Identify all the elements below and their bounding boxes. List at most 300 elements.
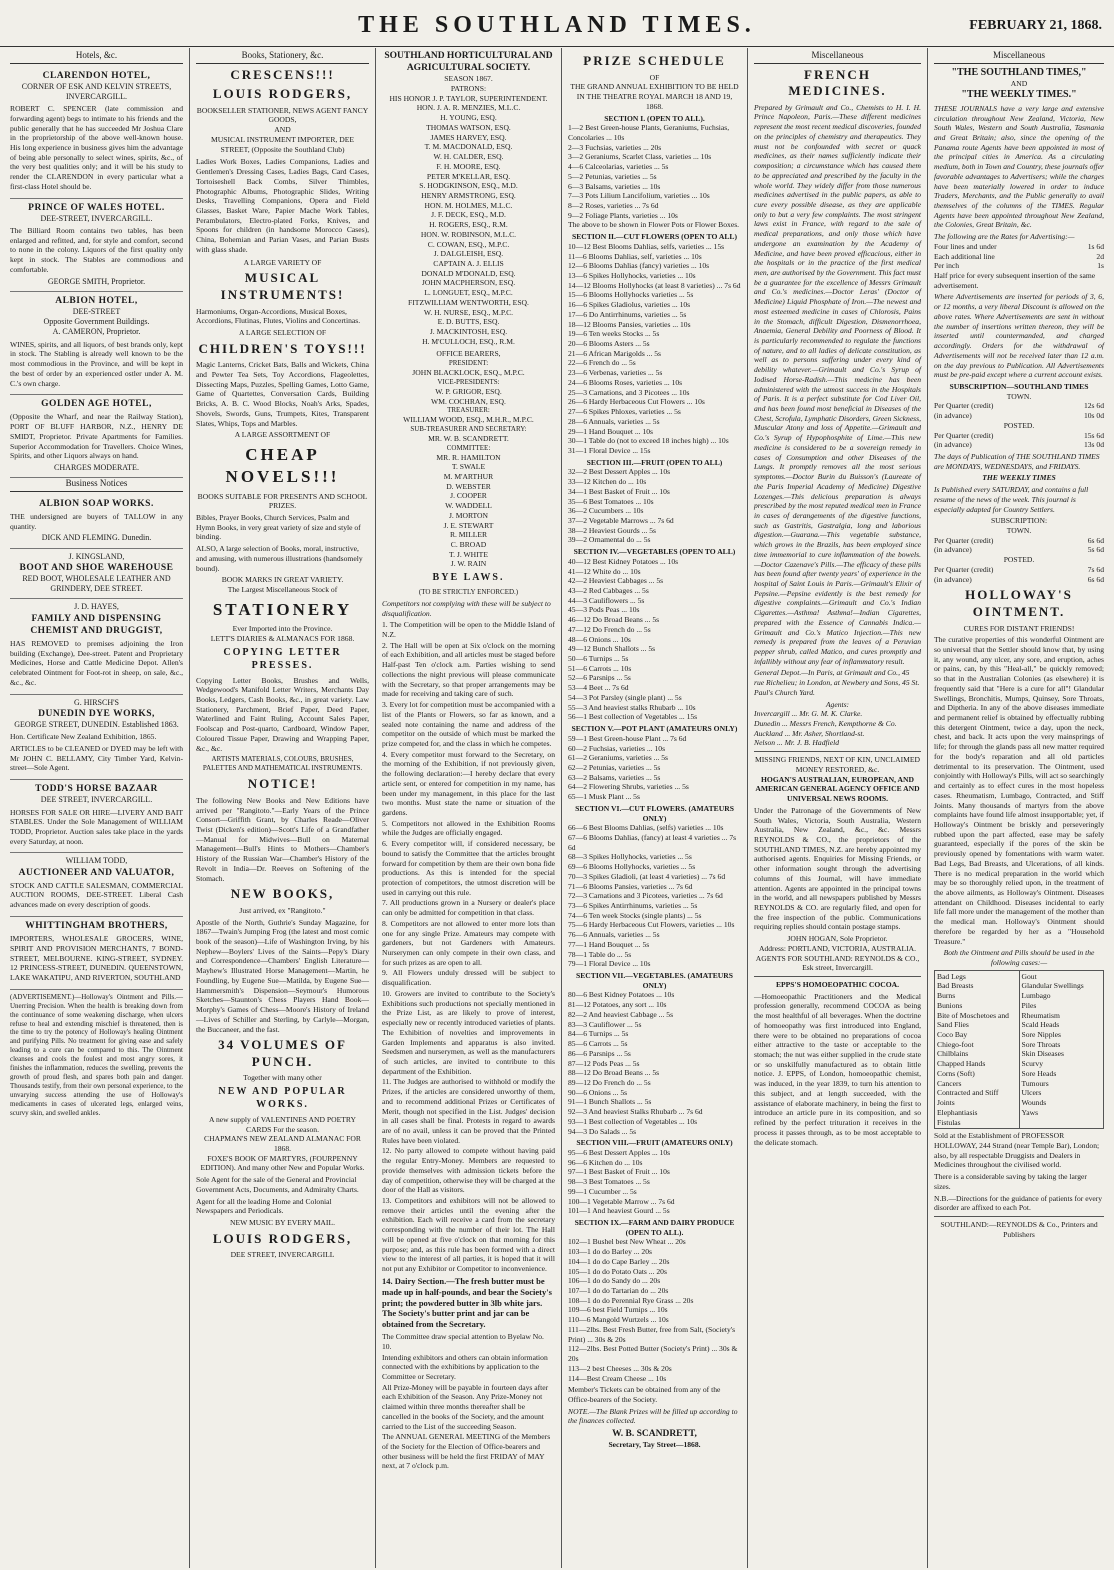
both-line: Both the Ointment and Pills should be used in the following cases:— [943, 948, 1095, 968]
ad-title: BOOT AND SHOE WAREHOUSE [19, 562, 174, 573]
novels-intro: A LARGE ASSORTMENT OF [234, 430, 331, 440]
epps-title: EPPS'S HOMOEOPATHIC COCOA. [775, 980, 900, 990]
letts-line: LETT'S DIARIES & ALMANACS FOR 1868. [210, 634, 355, 644]
prize-item: 87—12 Pods Peas ... 5s [568, 1058, 640, 1068]
prize-item: 10—12 Best Blooms Dahlias, selfs, varieties ... 15s [568, 241, 725, 251]
ad-hayes-chemist [10, 599, 183, 694]
rules-list [382, 620, 555, 1273]
committee-item: J. W. RAIN [450, 559, 487, 569]
holloway-title: HOLLOWAY'S OINTMENT. [965, 587, 1073, 619]
column-prize-schedule [562, 48, 748, 1568]
agent-item: Auckland ... Mr. Asher, Shortland-st. [754, 728, 865, 738]
footer-name: LOUIS RODGERS, [212, 1230, 353, 1246]
prize-item: 12—6 Blooms Dahlias (fancy) varieties ... 10s [568, 261, 710, 271]
ad-body: HORSES FOR SALE OR HIRE—LIVERY AND BAIT STABLES. Under the Sole Management of WILLIAM TODD, Proprietor. Auction sales take place in the yards every Saturday, at noon. [10, 807, 183, 846]
prize-item: 89—12 Do French do ... 5s [568, 1077, 651, 1087]
prize-item: 88—12 Do Broad Beans ... 5s [568, 1068, 660, 1078]
notice-body: The following New Books and New Editions have arrived per "Rangitoto."—Early Years of the Prince Consort—Griffith Grant, by Charles Reade—Oliver Twist (Dicken's edition)—Scott's Life of a Grandfather—Manual for Midwives—Bull on Maternal Management—Bull's Hints to Mothers—Chamber's History of the Russian War—Chamber's History of the Revolt in India—Dr. Reeves on Softening of the Stomach. [196, 795, 369, 883]
ad-body: STOCK AND CATTLE SALESMAN, COMMERCIAL AUCTION ROOMS, DEE-STREET. Liberal Cash advances made on every description of goods. [10, 880, 183, 910]
artists-line: ARTISTS MATERIALS, COLOURS, BRUSHES, PALETTES AND MATHEMATICAL INSTRUMENTS. [202, 755, 363, 773]
rate-value: 2d [1096, 251, 1104, 261]
rate-label: Four lines and under [934, 241, 997, 251]
prize-item: 66—6 Best Blooms Dahlias, (selfs) varieties ... 10s [568, 823, 724, 833]
prize-item: 8—2 Roses, varieties ... 7s 6d [568, 200, 659, 210]
prize-item: 39—2 Ornamental do ... 5s [568, 535, 651, 545]
french-medicines-title: FRENCH MEDICINES. [788, 66, 887, 99]
musical-heading: MUSICAL INSTRUMENTS! [220, 270, 345, 302]
rule-item: 11. The Judges are authorised to withhold or modify the Prizes, if the articles are considered unworthy of them, and to recommend additional Prizes or Certificates of Merit, though not specified in the List. Judges' decision in all cases shall be final. Protests in regard to awards are of no avail, unless it can be proved that the Printed Rules have been violated. [382, 1077, 555, 1145]
rate-label: Half price for every subsequent insertion of the same advertisement. [934, 271, 1096, 290]
prize-sections [568, 114, 741, 1384]
posted2-label: POSTED. [1003, 555, 1035, 565]
newspaper-title: THE SOUTHLAND TIMES. [358, 12, 756, 38]
ad-title: FAMILY AND DISPENSING CHEMIST AND DRUGGIST, [30, 613, 163, 636]
patron-item: J. DALGLEISH, ESQ. [433, 249, 504, 259]
prize-item: 41—12 White do ... 10s [568, 566, 641, 576]
ad-albion-soap-works [10, 495, 183, 549]
section-title: SECTION VIII.—FRUIT (AMATEURS ONLY) [576, 1138, 733, 1148]
case-item: Cancers [937, 1078, 962, 1088]
case-item: Coco Bay [937, 1030, 968, 1040]
blank-prizes-note: NOTE.—The Blank Prizes will be filled up according to the finances collected. [568, 1406, 738, 1426]
case-item: Scald Heads [1021, 1020, 1060, 1030]
prize-item: 17—6 Do Antirrhinums, varieties ... 5s [568, 309, 687, 319]
prize-item: 106—1 do do Sandy do ... 20s [568, 1276, 661, 1286]
toys-body: Magic Lanterns, Cricket Bats, Balls and Wickets, China and Pewter Tea Sets, Toy Accordions, Flageolettes, Dissecting Maps, Puzzles, Spelling Games, Lotto Game, Game of Quartettes, Conversation Cards, Building Bricks, A. B. C. Wood Blocks, Noah's Arks, Spades, Shovels, Swords, Guns, Trumpets, Kites, Transparent Slates, Whips, Tops and Marbles. [196, 360, 369, 428]
ad-body: RED BOOT, WHOLESALE LEATHER AND GRINDERY, DEE STREET. [22, 574, 171, 594]
prize-item: 71—6 Blooms Pansies, varieties ... 7s 6d [568, 881, 693, 891]
ad-charges: CHARGES MODERATE. [54, 463, 139, 473]
copying-body: Copying Letter Books, Brushes and Wells, Wedgewood's Manifold Letter Writers, Merchants Day Books, Ledgers, Cash Books, &c., in great variety. Law Stationery, Parchment, Brief Paper, Deed Paper, Waterlined and Faint Ruling, Account Sales Paper, Foolscap and Post-quarto, Cardboard, Window Paper, Coloured Tissue Paper, Drawing and Wrapping Paper, &c., &c. [196, 675, 369, 753]
ad-title: AUCTIONEER AND VALUATOR, [18, 867, 175, 878]
prize-item: 102—1 Bushel best New Wheat ... 20s [568, 1237, 686, 1247]
novels-heading: CHEAP NOVELS!!! [225, 445, 340, 486]
rate-row [934, 565, 1104, 575]
case-item: Chilblains [937, 1049, 969, 1059]
popular-intro: Together with many other [243, 1073, 322, 1083]
case-item: Sore Throats [1021, 1039, 1061, 1049]
section-header-books: Books, Stationery, &c. [196, 50, 369, 64]
prize-item: 80—6 Best Kidney Potatoes ... 10s [568, 990, 675, 1000]
patron-item: FITZWILLIAM WENTWORTH, ESQ. [408, 297, 529, 307]
rate-label: Per inch [934, 261, 960, 271]
ad-name: G. HIRSCH'S [73, 697, 119, 707]
crescens-heading: CRESCENS!!! [230, 66, 335, 82]
patron-item: E. D. BUTTS, ESQ. [437, 317, 500, 327]
prize-item: 22—6 French do ... 5s [568, 358, 636, 368]
section-title: SECTION I. (OPEN TO ALL). [604, 113, 705, 123]
prize-item: 68—3 Spikes Hollyhocks, varieties ... 5s [568, 852, 692, 862]
section-title: SECTION V.—POT PLANT (AMATEURS ONLY) [571, 724, 738, 734]
rate-label: Per Quarter (credit) [934, 401, 994, 411]
patron-item: T. M. MACDONALD, ESQ. [424, 142, 513, 152]
ad-certificate: Hon. Certificate New Zealand Exhibition, 1865. [10, 732, 157, 742]
prize-item: The above to be shown in Flower Pots or Flower Boxes. [568, 220, 740, 230]
weekly-body: Is Published every SATURDAY, and contains a full resume of the news of the week. This journal is especially adapted for Country Settlers. [934, 485, 1089, 514]
bookmarks-line: BOOK MARKS IN GREAT VARIETY. [221, 575, 344, 585]
prize-item: 65—1 Musk Plant ... 5s [568, 792, 640, 802]
musical-body: Harmoniums, Organ-Accordions, Musical Boxes, Accordions, Flutinas, Flutes, Violins and Concertinas. [196, 306, 361, 326]
prize-item: 91—1 Bunch Shallots ... 5s [568, 1097, 652, 1107]
prize-item: 86—6 Parsnips ... 5s [568, 1048, 631, 1058]
hogan-body: Under the Patronage of the Governments of New South Wales, Victoria, South Australia, Western Australia, New Zealand, &c., &c. Messrs REYNOLDS & CO., the proprietors of the SOUTHLAND TIMES, N.Z. are hereby appointed my authorised agents. Enquiries for Missing Friends, or other information sought through the advertising columns of this Journal, will have immediate attention. Agents are appointed in the principal towns in the world, and all newspapers published by Messrs REYNOLDS & CO. are regularly filed, and open for the free inspection of the public. Communications requiring replies should contain postage stamps. [754, 805, 921, 932]
ad-prince-of-wales-hotel [10, 199, 183, 292]
and-label: AND [274, 125, 291, 135]
ad-signature: DICK AND FLEMING. Dunedin. [41, 533, 152, 543]
prize-item: 111—2lbs. Best Fresh Butter, free from Salt, (Society's Print) ... 30s & 20s [568, 1324, 736, 1344]
rodgers-importer: MUSICAL INSTRUMENT IMPORTER, DEE STREET, (Opposite the Southland Club) [211, 134, 354, 154]
rate-value: 5s 6d [1087, 545, 1104, 555]
ad-kingsland [10, 549, 183, 600]
treasurer: WILLIAM WOOD, ESQ., M.H.R., M.P.C. [403, 415, 534, 425]
prize-item: 110—6 Mangold Wurtzels ... 10s [568, 1315, 669, 1325]
prize-item: 59—1 Best Green-house Plant ... 7s 6d [568, 733, 687, 743]
ad-body: WINES, spirits, and all liquors, of best brands only, kept in stock. The Stabling is already well known to be the most commodious in the Province, and will be kept in the best of order by an experienced ostler under A. M. C.'s own charge. [10, 339, 183, 388]
prize-item: 24—6 Blooms Roses, varieties ... 10s [568, 377, 683, 387]
ad-name: J. KINGSLAND, [68, 551, 125, 561]
prize-item: 72—3 Carnations and 3 Picotees, varieties ... 7s 6d [568, 891, 723, 901]
rate-value: 15s 6d [1083, 430, 1104, 440]
ad-title: ALBION SOAP WORKS. [39, 498, 154, 509]
times-title: "THE SOUTHLAND TIMES," [951, 66, 1087, 78]
bibles-line: Bibles, Prayer Books, Church Services, Psalm and Hymn Books, in very great variety of size and style of binding. [196, 512, 361, 542]
prize-item: 7—3 Pots Lilium Lancifolium, varieties ... 10s [568, 191, 710, 201]
committee-label: COMMITTEE: [446, 443, 491, 452]
prize-item: 2—3 Fuchsias, varieties ... 20s [568, 142, 662, 152]
ad-todd-auctioneer [10, 853, 183, 917]
weekly-times-title: "THE WEEKLY TIMES." [961, 89, 1077, 101]
prize-item: 78—1 Table do ... 5s [568, 949, 632, 959]
case-item: Corns (Soft) [937, 1068, 975, 1078]
section-title: SECTION IX.—FARM AND DAIRY PRODUCE (OPEN TO ALL). [574, 1218, 735, 1237]
committee-item: T. J. WHITE [449, 549, 488, 559]
cases-left [935, 971, 1020, 1129]
committee-item: M. M'ARTHUR [443, 471, 494, 481]
prize-item: 97—1 Best Basket of Fruit ... 10s [568, 1167, 670, 1177]
case-item: Bad Breasts [937, 981, 974, 991]
arrived-line: Just arrived, ex "Rangitoto." [239, 905, 326, 915]
goods-list: Ladies Work Boxes, Ladies Companions, Ladies and Gentlemen's Dressing Cases, Ladies Bags, Card Cases, Tortoiseshell Back Combs, Silver Thimbles, Photographic Albums, Photographic Slides, Writing Desks, Travelling Companions, Opera and Field Glasses, Basket Ware, Papier Mache Work Tables, Perambulators, Electro-plated Forks, Knives, and Spoons for children (in handsome Morocco Cases), China, Bohemian and Parian Vases, and Parian Busts with glass shade. [196, 157, 369, 254]
patron-item: W. H. CALDER, ESQ. [433, 152, 504, 162]
and-label: AND [1010, 79, 1028, 89]
foxe-line: FOXE'S BOOK OF MARTYRS, (FOURPENNY EDITION). And many other New and Popular Works. [200, 1153, 365, 1173]
prize-item: 51—6 Carrots ... 10s [568, 663, 632, 673]
newbooks-heading: NEW BOOKS, [230, 886, 335, 902]
annual-meeting-note: The ANNUAL GENERAL MEETING of the Members of the Society for the Election of Office-bearers and other business will be held the first FRIDAY of MAY next, at 7 o'clock p.m. [382, 1432, 551, 1471]
prize-item: 81—12 Potatoes, any sort ... 10s [568, 1000, 667, 1010]
case-item: Ulcers [1021, 1088, 1042, 1098]
french-medicines-body: Prepared by Grimault and Co., Chemists to H. I. H. Prince Napoleon, Paris.—These different medicines represent the most recent medical discoveries, founded on the principles of chemistry and therapeutics. They must not be confounded with secret or quack medicines, as their names sufficiently indicate their composition; a circumstance which has caused them to be appreciated and prescribed by the faculty in the whole world. They widely differ from those numerous medicines advertised in the public papers, as able to cure every possible disease, as they are applicable only to but a very few complaints. The most stringent laws exist in France, with regard to the sale of medical preparations, and only those which have undergone an examination by the Academy of Medicine, and have been proved efficacious, either in the hospitals or in the practice of the first medical men, are authorised by the Government. This fact must be a guarantee for the excellence of Messrs Grimault and Co.'s medicines.—Doctor Leras' (Doctor of Medicine) Liquid Phosphate of Iron.—The newest and most esteemed medicine in cases of Chlorosis, Pains in the Stomach, difficult Digestion, Dismenorrhoea, Anaemia, General Debility and Poorness of Blood. It is particularly recommended to regulate the functions of nature, and to all ladies of delicate constitution, as well as to persons suffering under every kind of debility whatever.—Grimault and Co.'s Syrup of Iodised Horse-Radish.—This medicine has been administered with the utmost success in the Hospitals of Paris. It is a perfect substitute for Cod Liver Oil, and has been found most beneficial in Diseases of the Chest, Scrofula, Lymphatic Disorders, Green Sickness, Muscular Atony and loss of Appetite.—Grimault and Co.'s Syrup of Hypophosphite of Lime.—This new medicine is considered to be a sovereign remedy in cases of Consumption and other Diseases of the Lungs. It promptly removes all the most serious symptoms.—Doctor Burin du Buisson's (Laureate of the Paris Imperial Academy of Medicine) Digestive Lozenges.—This delicious preparation is always prescribed by the most reputed medical men in France in cases of derangements of the digestive functions, such as Gastritis, Gastralgia, long and laborious digestion.—Guarana.—This vegetable substance, which grows in the Brazils, has been employed since time immemorial to cure inflammation of the bowels.—Doctor Cazenave's Pills.—The efficacy of these pills has been found after twenty years' of experience in the hospital of Saint Louis in Paris.—Grimault's Elixir of Pepsine.—Pepsine evidently is the best remedy for digestive complaints.—Grimault and Co.'s Indian Cigarettes.—Asthma! Asthma!—Indian Cigarettes, prepared with the Essence of Cannabis Indica.—Grimault and Co.'s Matico Injection.—This new remedy is prepared from the leaves of a Peruvian pepper shrub, called Matico, and cures promptly and infallibly without any fear of inflammatory result. [754, 102, 921, 666]
case-item: Lumbago [1021, 991, 1051, 1001]
case-item: Bunions [937, 1000, 963, 1010]
prize-item: 99—1 Cucumber ... 5s [568, 1186, 637, 1196]
prize-item: 26—6 Hardy Herbaceous Cut Flowers ... 10s [568, 397, 705, 407]
rule-item: 12. No party allowed to compete without having paid the regular Entry-Money. Members are requested to provide themselves with admission tickets before the day of competition, otherwise they will be charged at the door of the Hall as visitors. [382, 1146, 555, 1195]
case-item: Yaws [1021, 1107, 1039, 1117]
rate-row [934, 431, 1104, 441]
rates-intro: The following are the Rates for Advertising:— [934, 232, 1075, 242]
cases-right [1020, 971, 1104, 1129]
rate-label: Per Quarter (credit) [934, 564, 994, 574]
divider [934, 1216, 1104, 1217]
prize-item: 113—2 best Cheeses ... 30s & 20s [568, 1363, 672, 1373]
prize-item: 30—1 Table do (not to exceed 18 inches high) ... 10s [568, 436, 729, 446]
prize-item: 56—1 Best collection of Vegetables ... 15s [568, 712, 698, 722]
case-item: Glandular Swellings [1021, 981, 1084, 991]
prize-item: 37—2 Vegetable Marrows ... 7s 6d [568, 515, 674, 525]
column-hotels [4, 48, 190, 1568]
prize-item: 82—2 And heaviest Cabbage ... 5s [568, 1009, 674, 1019]
rate-row [934, 440, 1104, 450]
rate-value: 1s [1097, 261, 1104, 271]
rate-row [934, 271, 1104, 290]
nb-line: N.B.—Directions for the guidance of patients for every disorder are affixed to each Pot. [934, 1193, 1103, 1213]
ad-subtitle: Opposite Government Buildings. [43, 317, 150, 327]
prize-item: 90—6 Onions ... 5s [568, 1087, 628, 1097]
prize-item: 70—3 Spikes Gladioli, (at least 4 varieties) ... 7s 6d [568, 871, 726, 881]
ad-title: DUNEDIN DYE WORKS, [38, 708, 155, 719]
section-title: SECTION II.—CUT FLOWERS (OPEN TO ALL) [572, 232, 737, 242]
journals-body: THESE JOURNALS have a very large and extensive circulation throughout New Zealand, Victoria, New South Wales, Western and South Australia, Tasmania and Great Britain; also, since the opening of the Panama route Agents have been appointed in most of the principal cities in America. As a circulating medium, both in Town and Country, these journals offer favorable advantages to Advertisers; while the charges have been materially lowered in order to induce Traders, Merchants, and the Public generally to avail themselves of the columns of the TIMES. Regular Agents have been appointed throughout New Zealand, the Colonies, Great Britain, &c. [934, 103, 1104, 230]
committee-item: J. MORTON [448, 510, 489, 520]
rate-value: 1s 6d [1087, 241, 1104, 251]
prize-item: 77—1 Hand Bouquet ... 5s [568, 939, 650, 949]
case-item: Wounds [1021, 1098, 1047, 1108]
society-title: SOUTHLAND HORTICULTURAL AND AGRICULTURAL SOCIETY. [384, 51, 553, 74]
posted-rates [934, 431, 1104, 450]
holloway-body: The curative properties of this wonderful Ointment are so universal that the Settler should know that, by using it, any wound, any ulcer, any sore, and eruption, aches or pains, can, by this "Heal-all," be quickly removed; so that in the Australian Colonies (as elsewhere) it is frequently said that "Here is a cure for all"! Glandular Swellings, Bronchitis, Mumps, Quinsey, Sore Throats, and Diptheria. In any of the above diseases immediate and permanent relief is obtained by effectually rubbing this detergent Ointment, twice a day, upon the neck, chest, and back. It acts upon the very mainsprings of life; for through the glands pass all new matter required for the body's reparation and all old particles detrimental to its preservation. The Ointment, used conjointly with Holloway's Pills, will act so searchingly and certainly as to effect cures in the most hopeless cases. Rheumatism, Lumbago, Contracted, and Stiff Joints. Many thousands of martyrs from the above complaints have found life almost insupportable; yet, if Holloway's Ointment be briskly and perseveringly rubbed upon the part affected, ease may be safely guaranteed, especially if the pores of the skin be previously opened by fomentations with warm water. Bad Legs, Bad Breasts, and Ulcerations, of all kinds. There is no medical preparation in the world which may be so thoroughly relied upon, in the treatment of the above ailments, as Holloway's Ointment. Diseases attendant on Childhood. Diseases incidental to early life fall more under the management of the mother than the medical man. Holloway's Ointment should therefore be regarded by her as a "Household Treasure." [934, 635, 1104, 946]
section-header-business: Business Notices [10, 478, 183, 492]
ad-golden-age-hotel [10, 395, 183, 478]
ad-body: GEORGE STREET, DUNEDIN. Established 1863. [14, 720, 179, 729]
prize-item: 34—1 Best Basket of Fruit ... 10s [568, 486, 670, 496]
prize-item: 54—3 Pot Parsley (single plant) ... 5s [568, 692, 682, 702]
secretary: MR. W. B. SCANDRETT. [428, 433, 509, 443]
rule-item: 13. Competitors and exhibitors will not be allowed to remove their articles until the evening after the exhibition. Each will receive a card from the secretary corresponding with the number of their lot. The Hall will be opened at five o'clock on that morning for this purpose; and, as this rule has been formed with a direct view to the interest of all parties, it is hoped that it will not put any Exhibitor or Competitor to inconvenience. [382, 1196, 555, 1274]
prize-item: 61—2 Geraniums, varieties ... 5s [568, 753, 668, 763]
ad-albion-hotel [10, 292, 183, 395]
prizemoney-note: All Prize-Money will be payable in fourteen days after each Exhibition of the Season. Any Prize-Money not claimed within three months thereafter shall be cancelled in the books of the Society, and the amount carried to the List of the succeeding Season. [382, 1382, 549, 1431]
prize-item: 114—Best Cream Cheese ... 10s [568, 1373, 667, 1383]
cases-table [934, 970, 1104, 1130]
popular-heading: NEW AND POPULAR WORKS. [218, 1086, 347, 1110]
section-title: SECTION VI.—CUT FLOWERS. (AMATEURS ONLY) [575, 803, 734, 823]
patron-item: L. LONGUET, ESQ., M.P.C. [424, 288, 513, 298]
patron-item: HON. W. ROBINSON, M.L.C. [420, 229, 517, 239]
committee-item: R. MILLER [449, 530, 488, 540]
prize-item: 6—3 Balsams, varieties ... 10s [568, 181, 661, 191]
prize-item: 108—1 do do Perennial Rye Grass ... 20s [568, 1295, 694, 1305]
ad-body: HAS REMOVED to premises adjoining the Iron building (Exchange), Dee-street. Patent and Proprietary Medicines, Horse and Cattle Medicine Depot. Allen's celebrated Ointment for Foot-rot in sheep, on sale, &c., &c., &c. [10, 639, 183, 687]
town-rates [934, 401, 1104, 420]
prize-item: 38—2 Heaviest Gourds ... 5s [568, 525, 656, 535]
prize-item: 4—6 Calceolarias, varieties ... 5s [568, 162, 669, 172]
prize-item: 83—3 Cauliflower ... 5s [568, 1019, 642, 1029]
case-item: Skin Diseases [1021, 1049, 1064, 1059]
rate-value: 7s 6d [1087, 564, 1104, 574]
musical-intro: A LARGE VARIETY OF [243, 257, 322, 267]
prize-item: 31—1 Floral Device ... 15s [568, 445, 651, 455]
rule-item: 5. Competitors not allowed in the Exhibition Rooms while the Judges are officially engaged. [382, 818, 555, 838]
prize-item: 85—6 Carrots ... 5s [568, 1039, 628, 1049]
prize-item: 52—6 Parsnips ... 5s [568, 673, 631, 683]
committee-item: J. COOPER [450, 491, 487, 501]
ad-body: (Opposite the Wharf, and near the Railway Station), PORT OF BLUFF HARBOR, N.Z., HENRY DE SMIDT, Proprietor. Private Apartments for Families. Superior Accommodation for Travellers. Choice Wines, Spirits, and other Liquors always on hand. [10, 412, 183, 461]
agents-list [754, 709, 921, 748]
rate-value: 12s 6d [1083, 401, 1104, 411]
rule-item: 6. Every competitor will, if considered necessary, be bound to satisfy the Committee that the articles brought forward for competition by them are their own bona fide productions. As this is intended for the special protection of competitors, the utmost discretion will be used in carrying out this rule. [382, 839, 555, 897]
prize-item: 104—1 do do Cape Barley ... 20s [568, 1256, 670, 1266]
weekly-title: THE WEEKLY TIMES [982, 473, 1056, 483]
prize-item: 27—6 Spikes Phloxes, varieties ... 5s [568, 407, 681, 417]
prize-item: 49—12 Bunch Shallots ... 5s [568, 644, 656, 654]
ad-title: PRINCE OF WALES HOTEL. [28, 202, 165, 213]
schedule-of: OF [649, 72, 660, 82]
prize-item: 79—1 Floral Device ... 10s [568, 959, 651, 969]
section-title: SECTION IV.—VEGETABLES (OPEN TO ALL) [573, 547, 736, 557]
divider [754, 976, 921, 977]
ad-title: TODD'S HORSE BAZAAR [35, 784, 158, 795]
prize-item: 67—6 Blooms Dahlias, (fancy) at least 4 varieties ... 7s 6d [568, 832, 737, 852]
prize-item: 1—2 Best Green-house Plants, Geraniums, Fuchsias, Concolaries ... 10s [568, 123, 730, 142]
agents-southland: AGENTS FOR SOUTHLAND: REYNOLDS & CO., Esk street, Invercargill. [755, 953, 920, 973]
schedule-subtitle: THE GRAND ANNUAL EXHIBITION TO BE HELD IN THE THEATRE ROYAL MARCH 18 AND 19, 1868. [570, 82, 739, 111]
subscription-title: SUBSCRIPTION—SOUTHLAND TIMES [949, 381, 1089, 391]
prize-item: 46—12 Do Broad Beans ... 5s [568, 615, 660, 625]
holloway-notice: (ADVERTISEMENT.)—Holloway's Ointment and Pills.—Unerring Precision. When the health is breaking down from the continuance of some weakening discharge, when ulcers refuse to heal and extending mischief is threatened, then is the time to try the potency of Holloway's healing Ointment and purifying Pills. No treatment for giving ease and safely leading to a cure can be compared to this. The Ointment cleanses and cools the foulest and most angry sores, it finishes the inflammation, reduces the swelling, prevents the growth of proud flesh, and spares both pain and danger. Thousands testify, from their own personal experience, to the unvarying success attending the use of Holloway's medicaments in cases of ulcerated legs, enlarged veins, scurvy skin, and swelled ankles. [10, 992, 183, 1118]
masthead [0, 0, 1114, 47]
prize-item: 98—3 Best Tomatoes ... 5s [568, 1177, 650, 1187]
ad-todd-horse-bazaar [10, 780, 183, 853]
ad-title: CLARENDON HOTEL, [42, 70, 151, 81]
prize-item: 93—1 Best collection of Vegetables ... 10s [568, 1116, 698, 1126]
rule-item: 10. Growers are invited to contribute to the Society's Exhibitions such productions not specially mentioned in the Prize List, as are likely to prove of interest, especially new or recently introduced varieties of plants. The Exhibition of novelties and improvements in Garden Implements and apparatus is also invited. Seedsmen and nurserymen, as well as the manufacturers of such articles, are invited to contribute to this department of the Exhibition. [382, 988, 555, 1076]
committee-list [382, 453, 555, 570]
patron-item: HON. M. HOLMES, M.L.C. [424, 200, 513, 210]
column-misc-2 [928, 48, 1110, 1568]
case-item: Bad Legs [937, 971, 966, 981]
patrons-label: PATRONS: [450, 84, 487, 94]
newbooks-body: Apostle of the North, Guthrie's Sunday Magazine, for 1867—Twain's Jumping Frog (the latest and most comic book of the season)—Life of Washington Irving, by his Nephew—Boylers' Lives of the Saints—Pepy's Diary and Correspondence—Chambers' English Literature—Mayhew's Illustrated Horse Management—Martin, he Foundling, by Eugene Sue—Matilda, by Eugene Sue—Hammersmith's Dispension—Seymour's Humorous Sketches—Staunton's Chess Players Hand Book—Morphy's Games of Chess—Moore's History of Ireland—Lives of Schiller and Sterling, by Carlyle—Morgan, the Buccaneer, and the fast. [196, 917, 369, 1034]
committee-item: MR. R. HAMILTON [436, 452, 501, 462]
case-item: Rheumatism [1021, 1010, 1060, 1020]
agent-line: Sole Agent for the sale of the General and Provincial Government Acts, Documents, and Admiralty Charts. [196, 1175, 359, 1194]
rate-row [934, 242, 1104, 252]
rule-item: 3. Every lot for competition must be accompanied with a list of the Plants or Flowers, so far as known, and a sealed note containing the name and address of the competitor on the outside of which must be marked the prize competed for, and the class in which he competes. [382, 700, 555, 748]
prize-item: 5—2 Petunias, varieties ... 5s [568, 171, 657, 181]
section-title: SECTION III.—FRUIT (OPEN TO ALL) [586, 457, 723, 467]
prize-item: 74—6 Ten week Stocks (single plants) ... 5s [568, 910, 702, 920]
prize-item: 42—2 Heaviest Cabbages ... 5s [568, 576, 664, 586]
ad-address: CORNER OF ESK AND KELVIN STREETS, INVERCARGILL. [21, 81, 172, 101]
bylaws-heading: BYE LAWS. [432, 572, 505, 584]
patron-item: JAMES HARVEY, ESQ. [430, 132, 507, 142]
schedule-title: PRIZE SCHEDULE [583, 53, 726, 68]
prize-item: 55—3 And heaviest stalks Rhubarb ... 10s [568, 702, 696, 712]
prize-item: 35—6 Best Tomatoes ... 10s [568, 496, 654, 506]
prize-item: 53—4 Beet ... 7s 6d [568, 683, 629, 693]
town2-rates [934, 536, 1104, 555]
posted2-rates [934, 565, 1104, 584]
rule-item: 1. The Competition will be open to the Middle Island of N.Z. [382, 620, 555, 640]
agent-item: Invercargill ... Mr. G. M. K. Clarke. [754, 709, 863, 719]
prize-item: 40—12 Best Kidney Potatoes ... 10s [568, 556, 679, 566]
music-line: NEW MUSIC BY EVERY MAIL. [230, 1217, 335, 1227]
prize-item: 107—1 do do Tartarian do ... 20s [568, 1286, 669, 1296]
case-item: Chiego-foot [937, 1039, 974, 1049]
rate-label: (in advance) [934, 574, 972, 584]
prize-item: 47—12 Do French do ... 5s [568, 624, 651, 634]
notice-heading: NOTICE! [247, 776, 318, 792]
section-header-misc-2: Miscellaneous [934, 50, 1104, 64]
ad-proprietor: GEORGE SMITH, Proprietor. [47, 276, 146, 286]
patron-item: JOHN MACPHERSON, ESQ. [421, 278, 516, 288]
rule-item: 7. All productions grown in a Nursery or dealer's place can only be admitted for competition in that class. [382, 898, 555, 918]
ever-line: Ever Imported into the Province. [232, 624, 333, 634]
patron-item: PETER M'KELLAR, ESQ. [426, 171, 511, 181]
prize-item: 76—6 Annuals, varieties ... 5s [568, 930, 660, 940]
case-item: Elephantiasis [937, 1107, 978, 1117]
agent-item: Dunedin ... Messrs French, Kempthorne & Co. [754, 719, 897, 729]
rate-row [934, 261, 1104, 271]
case-item: Bite of Moschetoes and Sand Flies [937, 1010, 1009, 1030]
ad-title: GOLDEN AGE HOTEL, [41, 399, 152, 410]
prize-item: 75—6 Hardy Herbaceous Cut Flowers, varieties ... 10s [568, 920, 735, 930]
patron-item: HENRY ARMSTRONG, ESQ. [421, 190, 516, 200]
prize-item: 16—6 Spikes Gladiolus, varieties ... 10s [568, 300, 691, 310]
case-item: Burns [937, 991, 956, 1001]
patron-item: THOMAS WATSON, ESQ. [426, 122, 511, 132]
committee-item: J. E. STEWART [443, 520, 494, 530]
rate-row [934, 401, 1104, 411]
patron-item: F. H. MOORE, ESQ. [436, 161, 501, 171]
moral-line: ALSO, A large selection of Books, moral, instructive, and amusing, with numerous illustrations (handsomely bound). [196, 544, 363, 573]
committee-item: T. SWALE [451, 462, 486, 472]
chapman-line: CHAPMAN'S NEW ZEALAND ALMANAC FOR 1868. [204, 1134, 361, 1153]
prize-item: 14—12 Blooms Hollyhocks (at least 8 varieties) ... 7s 6d [568, 280, 741, 290]
ad-body: ROBERT C. SPENCER (late commission and forwarding agent) begs to intimate to his friends and the public generally that he has succeeded Mr Joshua Clare in the proprietorship of the above well-known house. His long experience in business gives him the advantage of being able personally to select wines, spirits, &c., of the very best qualities only; and it will be his study to render the CLARENDON in every particular what a first-class Hotel should be. [10, 104, 183, 191]
patron-item: DONALD M'DONALD, ESQ. [421, 268, 516, 278]
prize-item: 20—6 Blooms Asters ... 5s [568, 339, 650, 349]
case-item: Piles [1021, 1000, 1037, 1010]
issue-date: FEBRUARY 21, 1868. [969, 18, 1102, 33]
general-depot: General Depot.—In Paris, at Grimault and Co., 45 rue Richelieu; in London, at Newbery and Sons, 45 St. Paul's Church Yard. [754, 668, 920, 697]
rate-label: (in advance) [934, 545, 972, 555]
committee-item: W. WADDELL [445, 501, 492, 511]
prize-item: 100—1 Vegetable Marrow ... 7s 6d [568, 1196, 675, 1206]
prizes-line: BOOKS SUITABLE FOR PRESENTS AND SCHOOL PRIZES. [197, 491, 368, 511]
prize-item: 19—6 Ten weeks Stocks ... 5s [568, 329, 660, 339]
disqualification-note: Competitors not complying with these will be subject to disqualification. [382, 598, 551, 618]
prize-item: 94—3 Do Salads ... 5s [568, 1126, 637, 1136]
intending-note: Intending exhibitors and others can obtain information connected with the exhibitions by application to the Committee or Secretary. [382, 1352, 548, 1382]
prize-item: 103—1 do do Barley ... 20s [568, 1247, 652, 1257]
rate-label: Per Quarter (credit) [934, 535, 994, 545]
prize-item: 96—6 Kitchen do ... 10s [568, 1157, 643, 1167]
office-label: OFFICE BEARERS, [436, 349, 501, 359]
column-books [190, 48, 376, 1568]
case-item: Sore Nipples [1021, 1030, 1061, 1040]
vp-item: WM. COCHRAN, ESQ. [431, 396, 506, 406]
bylaws-sub: (TO BE STRICTLY ENFORCED.) [418, 587, 519, 596]
rate-label: Each additional line [934, 251, 995, 261]
signature: W. B. SCANDRETT, [612, 1429, 697, 1440]
toys-heading: CHILDREN'S TOYS!!! [198, 340, 367, 356]
ad-whittingham-brothers [10, 917, 183, 990]
case-item: Gout [1021, 971, 1037, 981]
ad-title: ALBION HOTEL, [55, 295, 138, 306]
patron-item: HON. J. A. R. MENZIES, M.L.C. [416, 103, 521, 113]
